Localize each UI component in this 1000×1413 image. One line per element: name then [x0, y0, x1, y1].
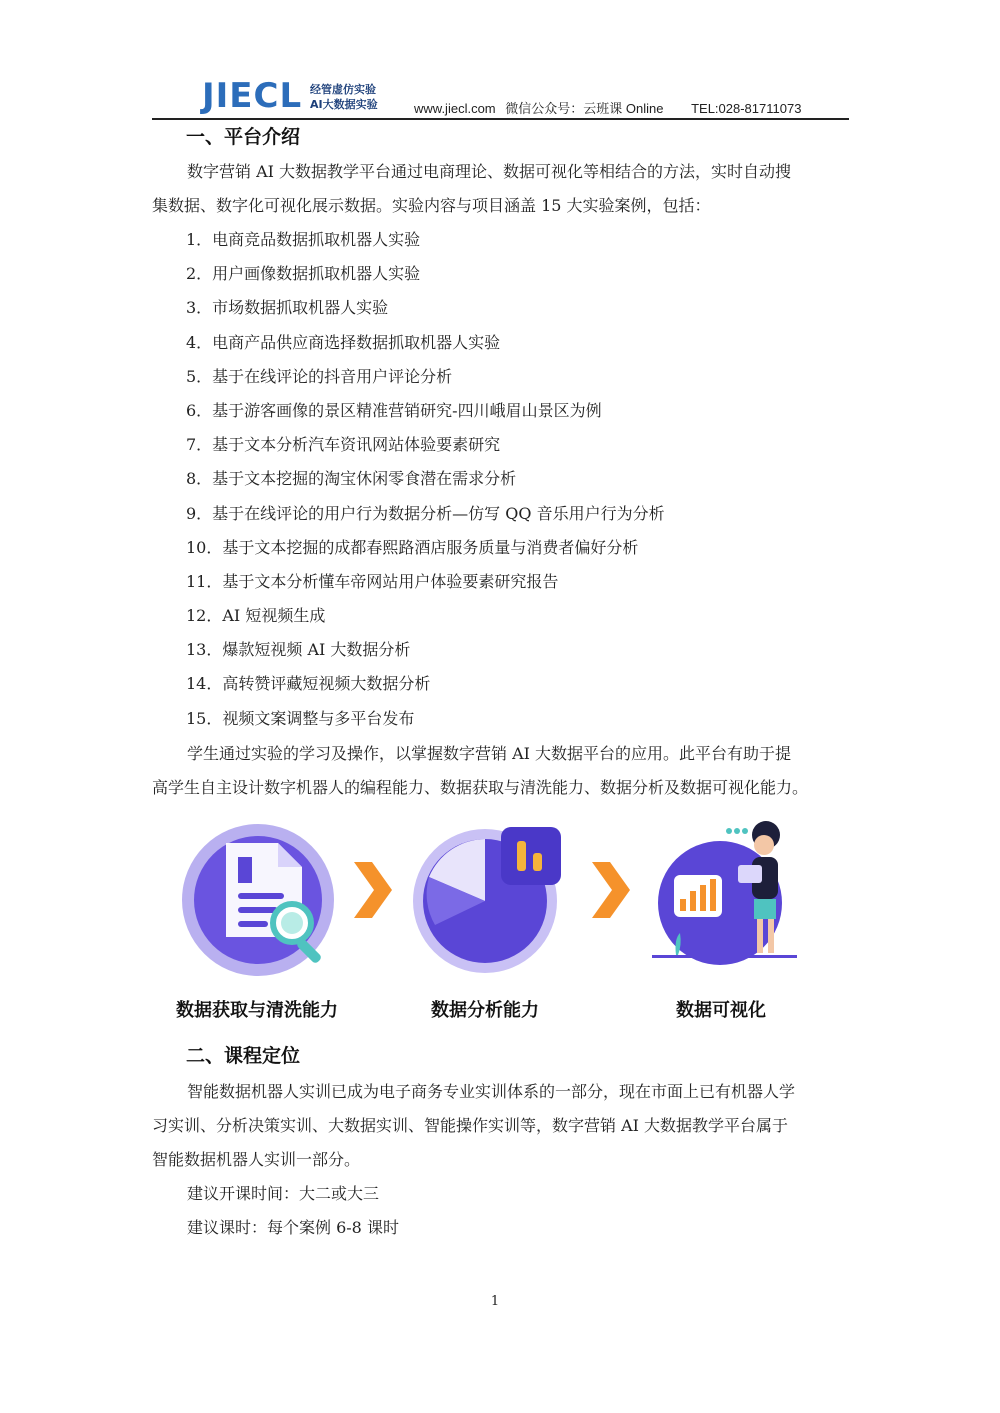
list-item: 13．爆款短视频 AI 大数据分析	[186, 640, 411, 660]
experiment-list	[186, 223, 665, 736]
list-item: 12．AI 短视频生成	[186, 606, 326, 626]
section2-line-1: 智能数据机器人实训已成为电子商务专业实训体系的一部分，现在市面上已有机器人学	[187, 1082, 796, 1101]
section2-title: 二、课程定位	[186, 1045, 301, 1067]
section1-title: 一、平台介绍	[186, 126, 301, 148]
suggested-term: 建议开课时间：大二或大三	[187, 1184, 380, 1203]
caption-data-analysis: 数据分析能力	[431, 1000, 539, 1021]
document-search-icon	[180, 815, 350, 985]
chevron-right-icon	[350, 860, 394, 920]
header-contact	[414, 98, 807, 117]
jiecl-logo: JIECL	[202, 76, 303, 116]
list-item: 6．基于游客画像的景区精准营销研究-四川峨眉山景区为例	[186, 400, 602, 420]
intro-line-2: 集数据、数字化可视化展示数据。实验内容与项目涵盖 15 大实验案例，包括：	[152, 196, 711, 215]
list-item: 5．基于在线评论的抖音用户评论分析	[186, 366, 453, 386]
page-header	[152, 76, 849, 120]
wechat-info: 微信公众号：云班课 Online	[505, 101, 664, 116]
caption-data-visualization: 数据可视化	[676, 1000, 766, 1021]
pie-chart-icon	[405, 815, 575, 985]
person-chart-icon	[640, 815, 810, 985]
list-item: 9．基于在线评论的用户行为数据分析—仿写 QQ 音乐用户行为分析	[186, 503, 665, 523]
section1-summary	[152, 737, 849, 805]
list-item: 15．视频文案调整与多平台发布	[186, 708, 415, 728]
telephone: TEL:028-81711073	[691, 101, 802, 116]
list-item: 10．基于文本挖掘的成都春熙路酒店服务质量与消费者偏好分析	[186, 537, 639, 557]
section2-line-3: 智能数据机器人实训一部分。	[152, 1150, 361, 1169]
caption-data-acquisition: 数据获取与清洗能力	[176, 1000, 338, 1021]
section2-body	[152, 1075, 849, 1245]
list-item: 3．市场数据抓取机器人实验	[186, 298, 389, 318]
list-item: 14．高转赞评藏短视频大数据分析	[186, 674, 431, 694]
list-item: 11．基于文本分析懂车帝网站用户体验要素研究报告	[186, 571, 559, 591]
list-item: 7．基于文本分析汽车资讯网站体验要素研究	[186, 435, 501, 455]
logo-subtitle-line1: 经管虚仿实验	[310, 83, 376, 96]
page-number: 1	[490, 1294, 500, 1309]
logo-subtitle	[310, 82, 378, 112]
logo-subtitle-line2: AI大数据实验	[310, 98, 378, 111]
list-item: 1．电商竞品数据抓取机器人实验	[186, 230, 421, 249]
section1-intro	[152, 155, 849, 223]
section2-line-2: 习实训、分析决策实训、大数据实训、智能操作实训等，数字营销 AI 大数据教学平台属于	[152, 1116, 789, 1135]
list-item: 2．用户画像数据抓取机器人实验	[186, 264, 421, 284]
website-link[interactable]: www.jiecl.com	[414, 101, 496, 116]
intro-line-1: 数字营销 AI 大数据教学平台通过电商理论、数据可视化等相结合的方法，实时自动搜	[187, 162, 792, 181]
summary-line-2: 高学生自主设计数字机器人的编程能力、数据获取与清洗能力、数据分析及数据可视化能力。	[152, 778, 809, 797]
list-item: 4．电商产品供应商选择数据抓取机器人实验	[186, 332, 501, 352]
summary-line-1: 学生通过实验的学习及操作，以掌握数字营销 AI 大数据平台的应用。此平台有助于提	[187, 744, 792, 763]
chevron-right-icon	[588, 860, 632, 920]
list-item: 8．基于文本挖掘的淘宝休闲零食潜在需求分析	[186, 469, 517, 489]
suggested-hours: 建议课时：每个案例 6-8 课时	[187, 1218, 399, 1237]
